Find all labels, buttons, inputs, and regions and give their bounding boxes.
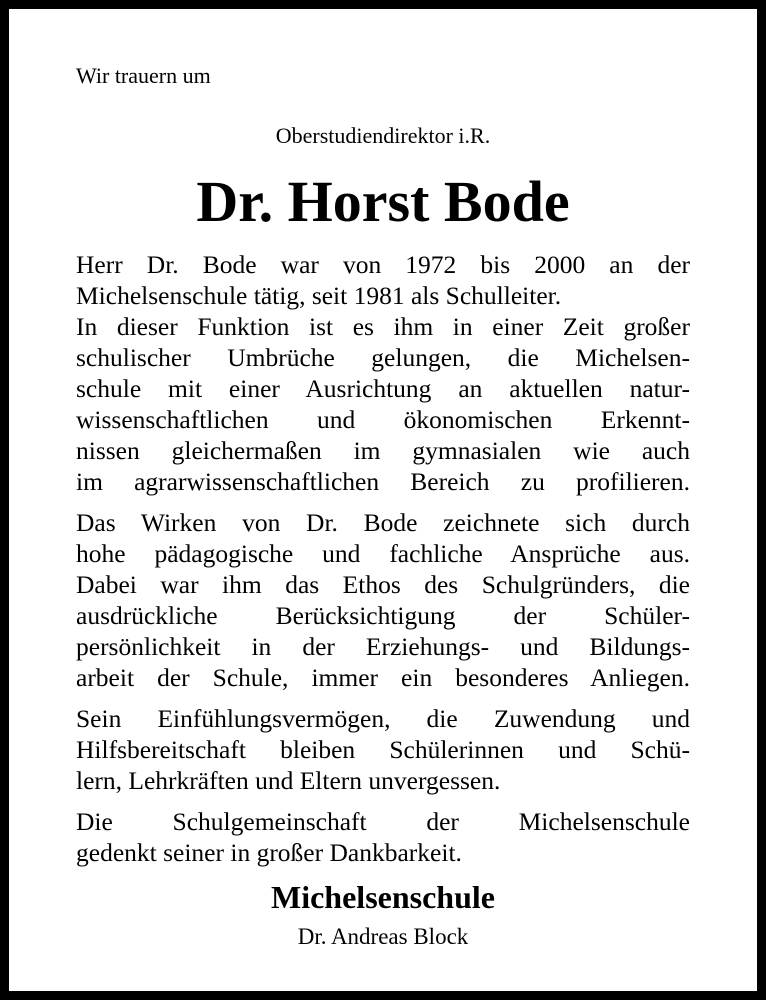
text-line: im agrarwissenschaftlichen Bereich zu profilieren. bbox=[76, 467, 690, 496]
paragraph-remembrance bbox=[76, 703, 690, 796]
paragraph-gratitude bbox=[76, 806, 690, 868]
text-line: arbeit der Schule, immer ein besonderes Anliegen. bbox=[76, 663, 690, 692]
text-line: Herr Dr. Bode war von 1972 bis 2000 an der bbox=[76, 250, 690, 279]
text-line: Die Schulgemeinschaft der Michelsenschule bbox=[76, 807, 690, 836]
notice-body bbox=[76, 249, 690, 878]
text-line: gedenkt seiner in großer Dankbarkeit. bbox=[76, 838, 462, 867]
paragraph-legacy bbox=[76, 507, 690, 693]
text-line: Hilfsbereitschaft bleiben Schülerinnen und Schü- bbox=[76, 735, 690, 764]
text-line: Dabei war ihm das Ethos des Schulgründers, die bbox=[76, 570, 690, 599]
signer-name: Dr. Andreas Block bbox=[297, 924, 469, 949]
text-line: Das Wirken von Dr. Bode zeichnete sich durch bbox=[76, 508, 690, 537]
paragraph-career bbox=[76, 249, 690, 497]
text-line: persönlichkeit in der Erziehungs- und Bildungs- bbox=[76, 632, 690, 661]
deceased-name: Dr. Horst Bode bbox=[196, 169, 570, 234]
obituary-notice bbox=[9, 9, 757, 991]
text-line: schule mit einer Ausrichtung an aktuellen natur- bbox=[76, 374, 690, 403]
text-line: wissenschaftlichen und ökonomischen Erkennt- bbox=[76, 405, 690, 434]
text-line: Sein Einfühlungsvermögen, die Zuwendung und bbox=[76, 704, 690, 733]
text-line: Michelsenschule tätig, seit 1981 als Schulleiter. bbox=[76, 281, 562, 310]
organization-name: Michelsenschule bbox=[271, 879, 495, 915]
text-line: nissen gleichermaßen im gymnasialen wie auch bbox=[76, 436, 690, 465]
text-line: In dieser Funktion ist es ihm in einer Zeit großer bbox=[76, 312, 690, 341]
text-line: ausdrückliche Berücksichtigung der Schüler- bbox=[76, 601, 690, 630]
title-prefix: Oberstudiendirektor i.R. bbox=[275, 123, 491, 148]
text-line: schulischer Umbrüche gelungen, die Michelsen- bbox=[76, 343, 690, 372]
intro-text: Wir trauern um bbox=[76, 63, 211, 88]
text-line: lern, Lehrkräften und Eltern unvergessen. bbox=[76, 766, 501, 795]
text-line: hohe pädagogische und fachliche Ansprüche aus. bbox=[76, 539, 690, 568]
signoff bbox=[9, 877, 757, 953]
